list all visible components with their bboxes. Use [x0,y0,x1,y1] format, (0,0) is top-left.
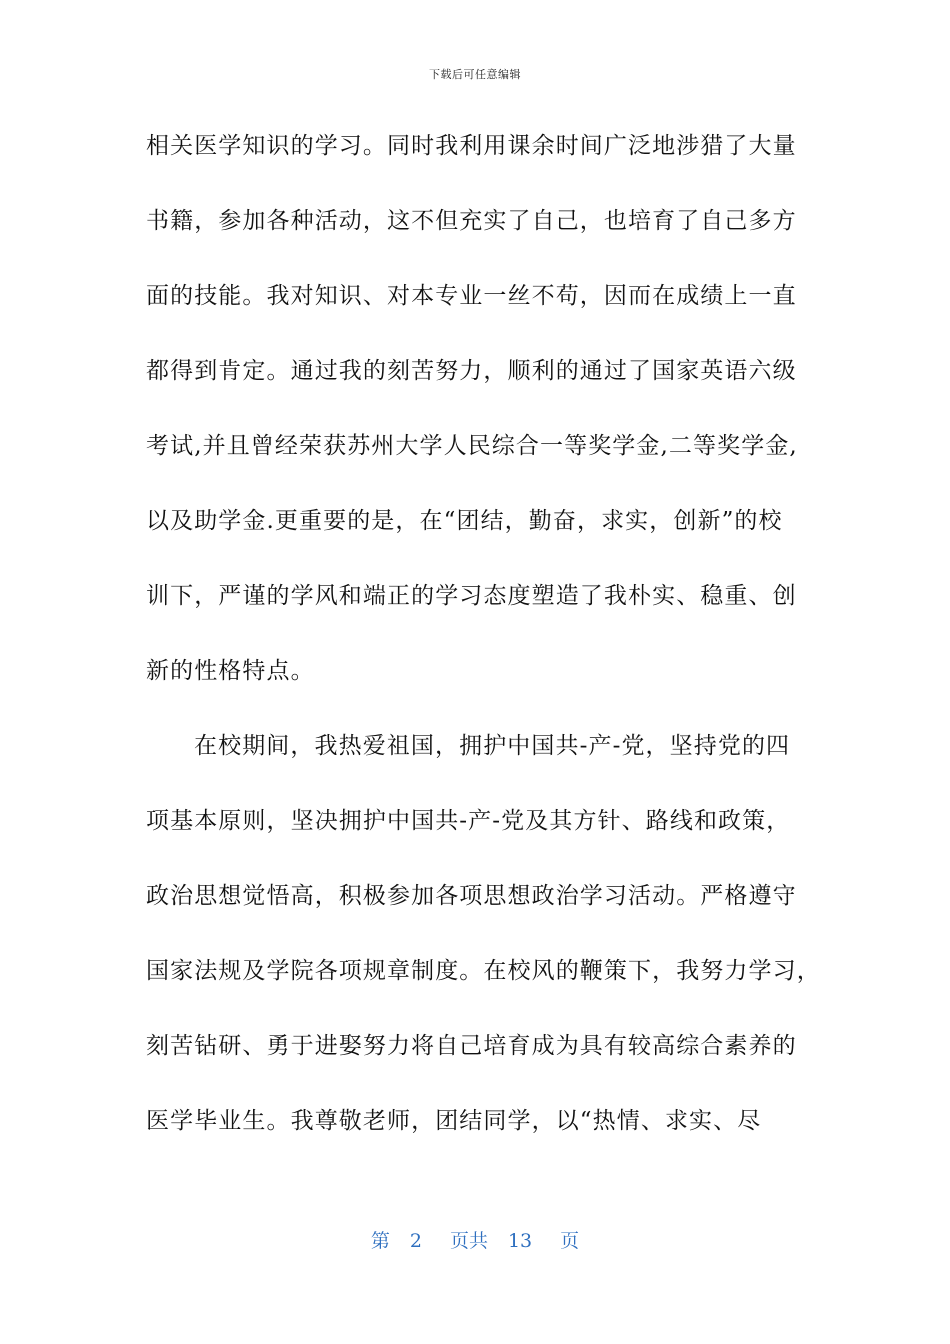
text-line: 国家法规及学院各项规章制度。在校风的鞭策下，我努力学习， [146,958,821,984]
text-line: 都得到肯定。通过我的刻苦努力，顺利的通过了国家英语六级 [146,358,797,384]
text-line: 医学毕业生。我尊敬老师，团结同学，以“热情、求实、尽 [146,1108,762,1134]
footer-current-page: 2 [409,1230,422,1252]
page-header-note: 下载后可任意编辑 [429,68,521,81]
text-line: 新的性格特点。 [146,658,315,684]
text-line: 书籍，参加各种活动，这不但充实了自己，也培育了自己多方 [146,208,797,234]
text-line: 项基本原则，坚决拥护中国共-产-党及其方针、路线和政策， [146,808,791,834]
text-line: 以及助学金.更重要的是，在“团结，勤奋，求实，创新”的校 [146,508,783,534]
text-line: 相关医学知识的学习。同时我利用课余时间广泛地涉猎了大量 [146,133,797,159]
text-line: 训下，严谨的学风和端正的学习态度塑造了我朴实、稳重、创 [146,583,797,609]
text-line: 考试,并且曾经荣获苏州大学人民综合一等奖学金,二等奖学金, [146,433,798,459]
footer-suffix: 页 [560,1230,580,1252]
text-line: 刻苦钻研、勇于进娶努力将自己培育成为具有较高综合素养的 [146,1033,797,1059]
paragraph-first-line: 在校期间，我热爱祖国，拥护中国共-产-党，坚持党的四 [194,733,791,759]
text-line: 政治思想觉悟高，积极参加各项思想政治学习活动。严格遵守 [146,883,797,909]
text-line: 面的技能。我对知识、对本专业一丝不苟，因而在成绩上一直 [146,283,797,309]
footer-prefix: 第 [370,1230,390,1252]
page-number-footer [0,1226,950,1253]
footer-total-pages: 13 [507,1230,533,1252]
footer-middle: 页共 [449,1230,488,1252]
document-body [146,122,821,1172]
